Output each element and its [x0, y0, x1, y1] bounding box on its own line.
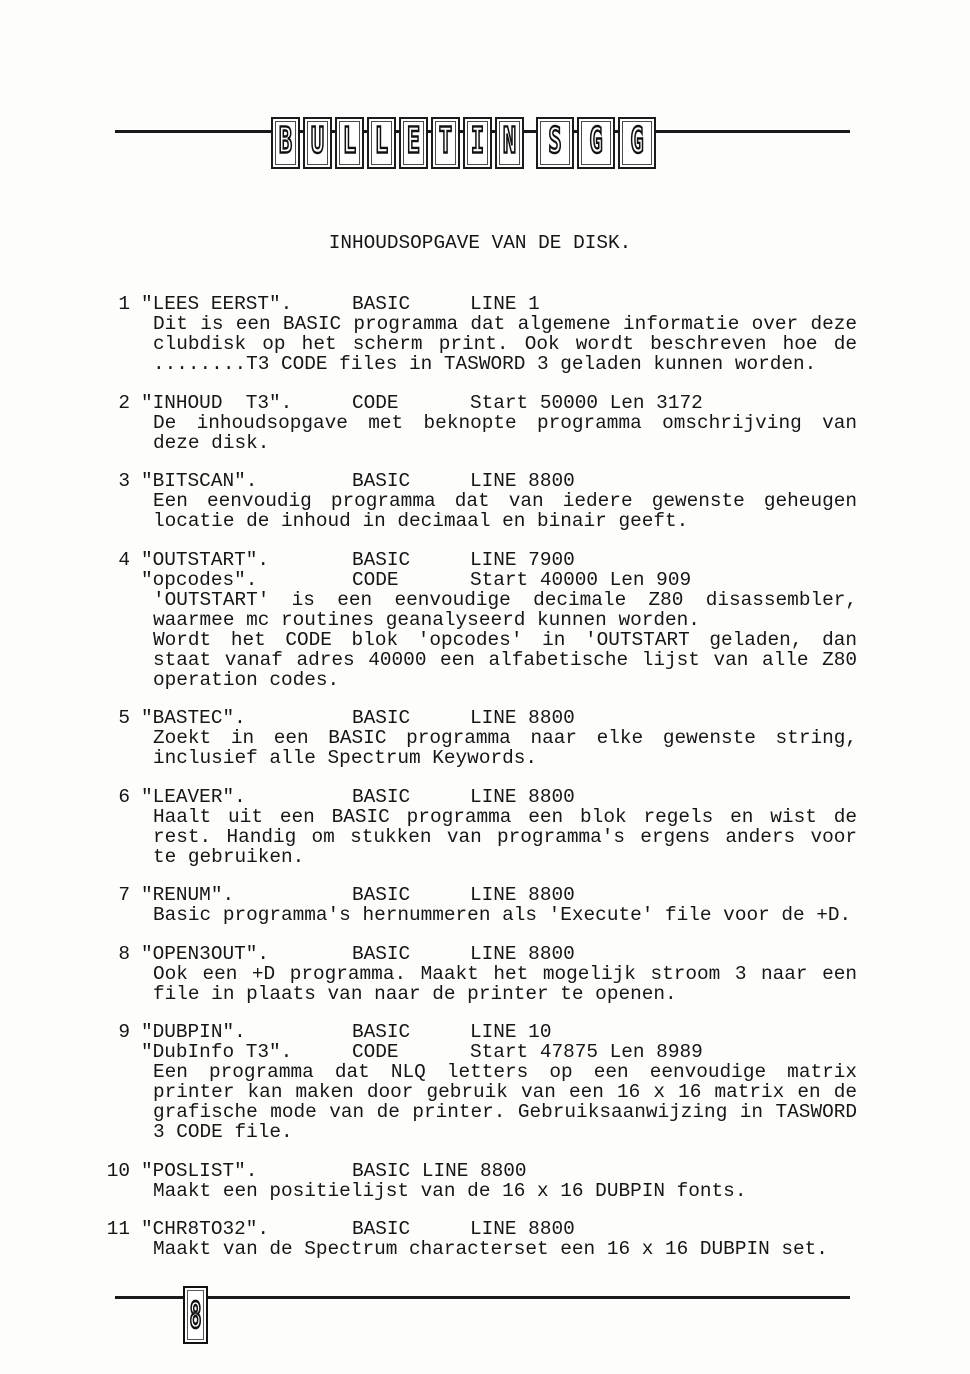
entry-description [0, 314, 970, 374]
banner-letter: G [630, 122, 644, 163]
file-name: "opcodes". [141, 568, 258, 591]
banner-letter: L [342, 122, 357, 163]
entry-number: 11 [106, 1218, 130, 1240]
page-number-box [183, 1286, 208, 1344]
entry-number: 9 [118, 1021, 130, 1043]
entry-number: 5 [118, 707, 130, 729]
disk-contents-list [0, 294, 970, 1278]
file-detail: Start 47875 Len 8989 [470, 1041, 703, 1063]
file-row [0, 708, 970, 728]
toc-entry [0, 550, 970, 690]
entry-description [0, 1181, 970, 1201]
banner-letter-box [399, 117, 428, 169]
toc-entry [0, 1219, 970, 1259]
file-name: "DUBPIN". [141, 1021, 246, 1043]
description-line: Wordt het CODE blok 'opcodes' in 'OUTSTART geladen, dan [153, 629, 857, 650]
description-line: ........T3 CODE files in TASWORD 3 geladen kunnen worden. [153, 354, 817, 374]
file-row [0, 1042, 970, 1062]
bulletin-banner-logo [271, 117, 656, 169]
file-name: "OPEN3OUT". [141, 942, 269, 965]
entry-description [0, 807, 970, 867]
entry-number: 10 [106, 1159, 130, 1182]
banner-letter: L [374, 122, 389, 163]
entry-number: 6 [118, 785, 130, 808]
entry-description [0, 413, 970, 453]
toc-entry [0, 885, 970, 925]
file-row [0, 944, 970, 964]
file-row [0, 787, 970, 807]
description-line: clubdisk op het scherm print. Ook wordt beschreven hoe de [153, 334, 857, 354]
banner-letter: I [470, 122, 485, 163]
file-type: BASIC [352, 785, 411, 808]
description-line: Zoekt in een BASIC programma naar elke gewenste string, [153, 728, 857, 748]
file-type: CODE [352, 391, 399, 414]
entry-number: 8 [118, 942, 130, 965]
description-line: Ook een +D programma. Maakt het mogelijk stroom 3 naar een [153, 963, 857, 984]
file-detail: Start 50000 Len 3172 [470, 391, 703, 414]
file-type: BASIC [352, 942, 411, 965]
entry-description [0, 728, 970, 768]
banner-letter: T [438, 122, 453, 163]
banner-letter-box [367, 117, 396, 169]
file-type: CODE [352, 568, 399, 591]
toc-entry [0, 294, 970, 374]
description-line: Haalt uit een BASIC programma een blok regels en wist de [153, 806, 857, 827]
file-detail: LINE 10 [470, 1021, 552, 1043]
file-name: "INHOUD T3". [141, 391, 293, 414]
description-line: file in plaats van naar de printer te openen. [153, 983, 677, 1004]
banner-word [536, 117, 656, 169]
description-line: grafische mode van de printer. Gebruiksaanwijzing in TASWORD [153, 1102, 857, 1122]
file-detail: LINE 1 [470, 293, 540, 315]
file-name: "CHR8TO32". [141, 1218, 269, 1240]
file-type: BASIC [352, 470, 411, 492]
file-type: BASIC LINE 8800 [352, 1159, 527, 1182]
entry-description [0, 905, 970, 925]
file-row [0, 294, 970, 314]
file-detail: LINE 8800 [470, 707, 575, 729]
banner-letter: G [589, 122, 603, 163]
entry-description [0, 1239, 970, 1259]
description-line: locatie de inhoud in decimaal en binair geeft. [153, 511, 689, 531]
toc-entry [0, 471, 970, 531]
description-line: staat vanaf adres 40000 een alfabetische lijst van alle Z80 [153, 649, 857, 670]
file-detail: LINE 8800 [470, 470, 575, 492]
banner-letter-box [271, 117, 300, 169]
banner-letter-box [303, 117, 332, 169]
file-row [0, 885, 970, 905]
file-type: BASIC [352, 884, 411, 906]
banner-letter-box [463, 117, 492, 169]
entry-description [0, 1062, 970, 1142]
description-line: printer kan maken door gebruik van een 16 x 16 matrix en de [153, 1082, 857, 1102]
file-detail: LINE 7900 [470, 548, 575, 571]
banner-word [271, 117, 524, 169]
description-line: Dit is een BASIC programma dat algemene informatie over deze [153, 314, 857, 334]
entry-number: 2 [118, 391, 130, 414]
file-row [0, 1161, 970, 1181]
file-detail: LINE 8800 [470, 942, 575, 965]
toc-entry [0, 944, 970, 1004]
file-name: "DubInfo T3". [141, 1041, 293, 1063]
banner-letter-box [618, 117, 656, 169]
footer-rule [115, 1296, 850, 1299]
file-type: BASIC [352, 707, 411, 729]
banner-letter-box [431, 117, 460, 169]
entry-number: 4 [118, 548, 130, 571]
description-line: te gebruiken. [153, 846, 305, 867]
file-type: BASIC [352, 293, 411, 315]
description-line: Basic programma's hernummeren als 'Execute' file voor de +D. [153, 905, 852, 925]
file-name: "LEAVER". [141, 785, 246, 808]
entry-number: 3 [118, 470, 130, 492]
description-line: Een eenvoudig programma dat van iedere gewenste geheugen [153, 491, 857, 511]
banner-letter: B [278, 122, 293, 163]
file-type: BASIC [352, 1218, 411, 1240]
file-row [0, 1219, 970, 1239]
description-line: Maakt van de Spectrum characterset een 16 x 16 DUBPIN set. [153, 1239, 828, 1259]
entry-description [0, 491, 970, 531]
entry-description [0, 964, 970, 1004]
description-line: 3 CODE file. [153, 1122, 293, 1142]
description-line: inclusief alle Spectrum Keywords. [153, 748, 537, 768]
file-name: "RENUM". [141, 884, 235, 906]
description-line: rest. Handig om stukken van programma's ergens anders voor [153, 826, 857, 847]
description-line: operation codes. [153, 669, 340, 690]
file-type: BASIC [352, 548, 411, 571]
file-row [0, 1022, 970, 1042]
banner-letter-box [536, 117, 574, 169]
description-line: waarmee mc routines geanalyseerd kunnen worden. [153, 609, 700, 630]
toc-entry [0, 1022, 970, 1142]
page-title: INHOUDSOPGAVE VAN DE DISK. [328, 232, 632, 254]
file-row [0, 471, 970, 491]
page-number: 8 [189, 1293, 202, 1337]
entry-description [0, 590, 970, 690]
description-line: deze disk. [153, 432, 270, 453]
file-row [0, 393, 970, 413]
toc-entry [0, 1161, 970, 1201]
description-line: Een programma dat NLQ letters op een eenvoudige matrix [153, 1062, 857, 1082]
banner-letter: N [502, 122, 517, 163]
file-name: "LEES EERST". [141, 293, 293, 315]
file-detail: LINE 8800 [470, 1218, 575, 1240]
toc-entry [0, 787, 970, 867]
file-name: "BASTEC". [141, 707, 246, 729]
file-row [0, 570, 970, 590]
banner-letter: U [310, 122, 325, 163]
description-line: 'OUTSTART' is een eenvoudige decimale Z80 disassembler, [153, 589, 857, 610]
banner-letter-box [577, 117, 615, 169]
file-row [0, 550, 970, 570]
file-detail: Start 40000 Len 909 [470, 568, 692, 591]
toc-entry [0, 393, 970, 453]
banner-letter-box [335, 117, 364, 169]
file-name: "OUTSTART". [141, 548, 269, 571]
file-detail: LINE 8800 [470, 884, 575, 906]
banner-letter: E [406, 122, 421, 163]
entry-number: 7 [118, 884, 130, 906]
banner-letter: S [548, 122, 562, 163]
file-type: CODE [352, 1041, 399, 1063]
toc-entry [0, 708, 970, 768]
description-line: De inhoudsopgave met beknopte programma omschrijving van [153, 412, 857, 433]
entry-number: 1 [118, 293, 130, 315]
file-name: "POSLIST". [141, 1159, 258, 1182]
file-name: "BITSCAN". [141, 470, 258, 492]
file-type: BASIC [352, 1021, 411, 1043]
file-detail: LINE 8800 [470, 785, 575, 808]
description-line: Maakt een positielijst van de 16 x 16 DUBPIN fonts. [153, 1180, 747, 1201]
banner-letter-box [495, 117, 524, 169]
